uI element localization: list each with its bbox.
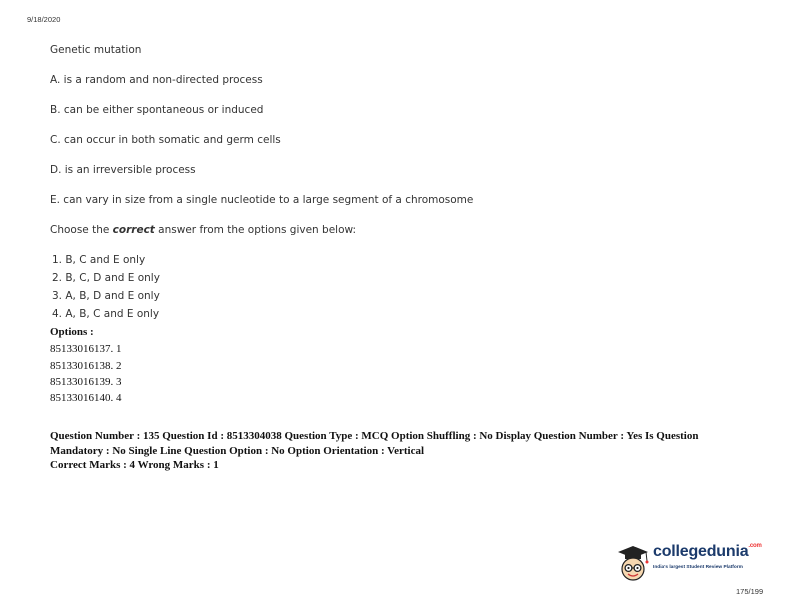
option-id-2: 85133016138. 2: [50, 360, 122, 372]
brand-tld: .com: [748, 543, 762, 549]
statement-d: D. is an irreversible process: [50, 164, 196, 176]
mascot-icon: [615, 543, 651, 583]
statement-e: E. can vary in size from a single nucleotide to a large segment of a chromosome: [50, 194, 474, 206]
statement-b: B. can be either spontaneous or induced: [50, 104, 264, 116]
brand-tagline: India's largest Student Review Platform: [653, 565, 743, 570]
print-date: 9/18/2020: [27, 15, 61, 24]
statement-c: C. can occur in both somatic and germ cells: [50, 134, 281, 146]
brand-text: collegedunia: [653, 543, 749, 560]
question-title: Genetic mutation: [50, 44, 142, 56]
brand-name: [653, 543, 762, 561]
choice-2: 2. B, C, D and E only: [52, 272, 160, 284]
metadata-line-2: Correct Marks : 4 Wrong Marks : 1: [50, 459, 219, 471]
instruction-prefix: Choose the: [50, 224, 113, 236]
instruction-suffix: answer from the options given below:: [154, 224, 357, 236]
question-metadata: [50, 429, 740, 473]
collegedunia-logo: [615, 543, 765, 583]
choice-3: 3. A, B, D and E only: [52, 290, 160, 302]
statement-a: A. is a random and non-directed process: [50, 74, 263, 86]
page-number: 175/199: [736, 587, 764, 596]
instruction-emphasis: correct: [112, 224, 155, 236]
options-label: Options :: [50, 326, 94, 338]
option-id-4: 85133016140. 4: [50, 392, 122, 404]
option-id-1: 85133016137. 1: [50, 343, 122, 355]
choice-1: 1. B, C and E only: [52, 254, 146, 266]
option-id-3: 85133016139. 3: [50, 376, 122, 388]
metadata-line-1: Question Number : 135 Question Id : 8513304038 Question Type : MCQ Option Shuffling : No Display Question Number : Yes Is Question Mandatory : No Single Line Question Option : No Option Orientation : Vertical: [50, 430, 699, 457]
instruction: [50, 224, 356, 236]
choice-4: 4. A, B, C and E only: [52, 308, 160, 320]
